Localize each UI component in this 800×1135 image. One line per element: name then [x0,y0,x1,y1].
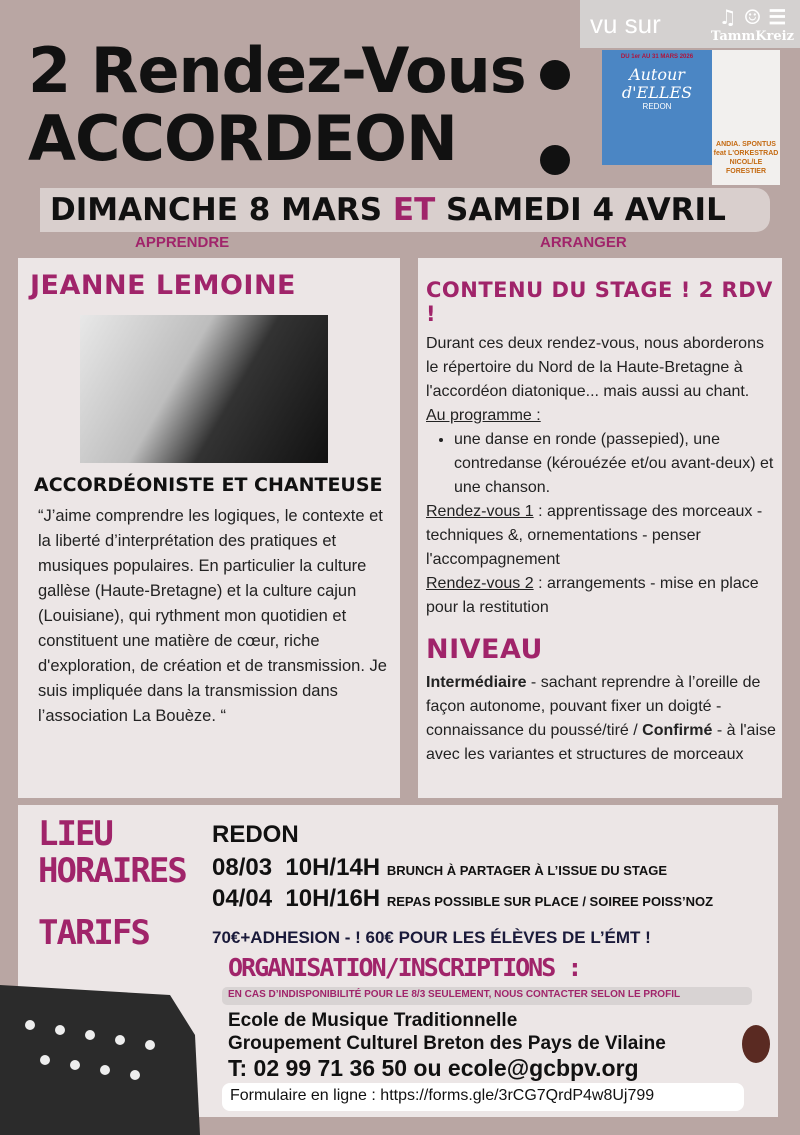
artist-quote: “J’aime comprendre les logiques, le contexte et la liberté d’interprétation des pratiques et musiques populaires. En particulier la culture gallèse (Haute-Bretagne) et la culture cajun (Louisiane), qui rythment mon quotidien et constituent une matière de cœur, riche d'exploration, de création et de transmission. Je suis impliquée dans la transmission dans l’association La Bouèze. “ [38,507,387,725]
artist-role: ACCORDÉONISTE ET CHANTEUSE [34,474,383,496]
contenu-panel [418,258,782,798]
contact-line: T: 02 99 71 36 50 ou ecole@gcbpv.org [228,1055,639,1081]
artist-photo [80,315,328,463]
niveau-body: Intermédiaire - sachant reprendre à l’oreille de façon autonome, pouvant fixer un doigté - connaissance du poussé/tiré / Confirmé - à l'aise avec les variantes et structures de morceaux [426,674,776,763]
colon-decoration [540,55,570,180]
horaire-2: 04/04 10H/16H REPAS POSSIBLE SUR PLACE / SOIREE POISS’NOZ [212,885,714,912]
tarif-value: 70€+ADHESION - ! 60€ POUR LES ÉLÈVES DE L’ÉMT ! [212,928,651,947]
accordion-illustration [0,975,210,1135]
horaire-1: 08/03 10H/14H BRUNCH À PARTAGER À L’ISSUE DU STAGE [212,854,668,881]
niveau-title: NIVEAU [426,634,543,665]
contenu-title: CONTENU DU STAGE ! 2 RDV ! [426,278,773,326]
gcbpv-logo [742,1025,770,1063]
title-line2: ACCORDEON [28,102,457,175]
vu-sur-label: vu sur [590,8,661,39]
poster-autour-delles: DU 1er AU 31 MARS 2026 Autour d'ELLES REDON [602,50,712,165]
form-link[interactable]: Formulaire en ligne : https://forms.gle/3rCG7QrdP4w8Uj799 [222,1083,744,1111]
artist-name: JEANNE LEMOINE [30,270,296,301]
title-line1: 2 Rendez-Vous [28,34,526,107]
organizer-info: Ecole de Musique Traditionnelle Groupement Culturel Breton des Pays de Vilaine T: 02 99 71 36 50 ou ecole@gcbpv.org [228,1010,666,1081]
contenu-column [426,278,776,767]
tammkreiz-logo: ♫ ☺ ☰ TammKreiz [710,4,794,44]
poster-spontus: ANDIA. SPONTUS feat L'ORKESTRAD NICOL/LE FORESTIER [712,50,780,185]
lieu-value: REDON [212,821,299,848]
tag-apprendre: APPRENDRE [135,234,230,251]
contenu-body: Durant ces deux rendez-vous, nous aborderons le répertoire du Nord de la Haute-Bretagne à l'accordéon diatonique... mais aussi au chant. Au programme : • une danse en ronde (passepied), une contredanse (kérouézée et/ou avant-deux) et une chanson. Rendez-vous 1 : apprentissage des morceaux - techniques &, ornementations - penser l'accompagnement Rendez-vous 2 : arrangements - mise en place pour la restitution [426,332,776,620]
horaires-label: HORAIRES [38,851,186,891]
event-dates: DIMANCHE 8 MARS ET SAMEDI 4 AVRIL [50,192,726,228]
lieu-label: LIEU [38,814,112,854]
tarifs-label: TARIFS [38,913,149,953]
tammkreiz-badge[interactable] [580,0,800,48]
tag-arranger: ARRANGER [540,234,627,251]
org-note: EN CAS D’INDISPONIBILITÉ POUR LE 8/3 SEULEMENT, NOUS CONTACTER SELON LE PROFIL [222,987,752,1005]
organisation-label: ORGANISATION/INSCRIPTIONS : [228,953,581,982]
